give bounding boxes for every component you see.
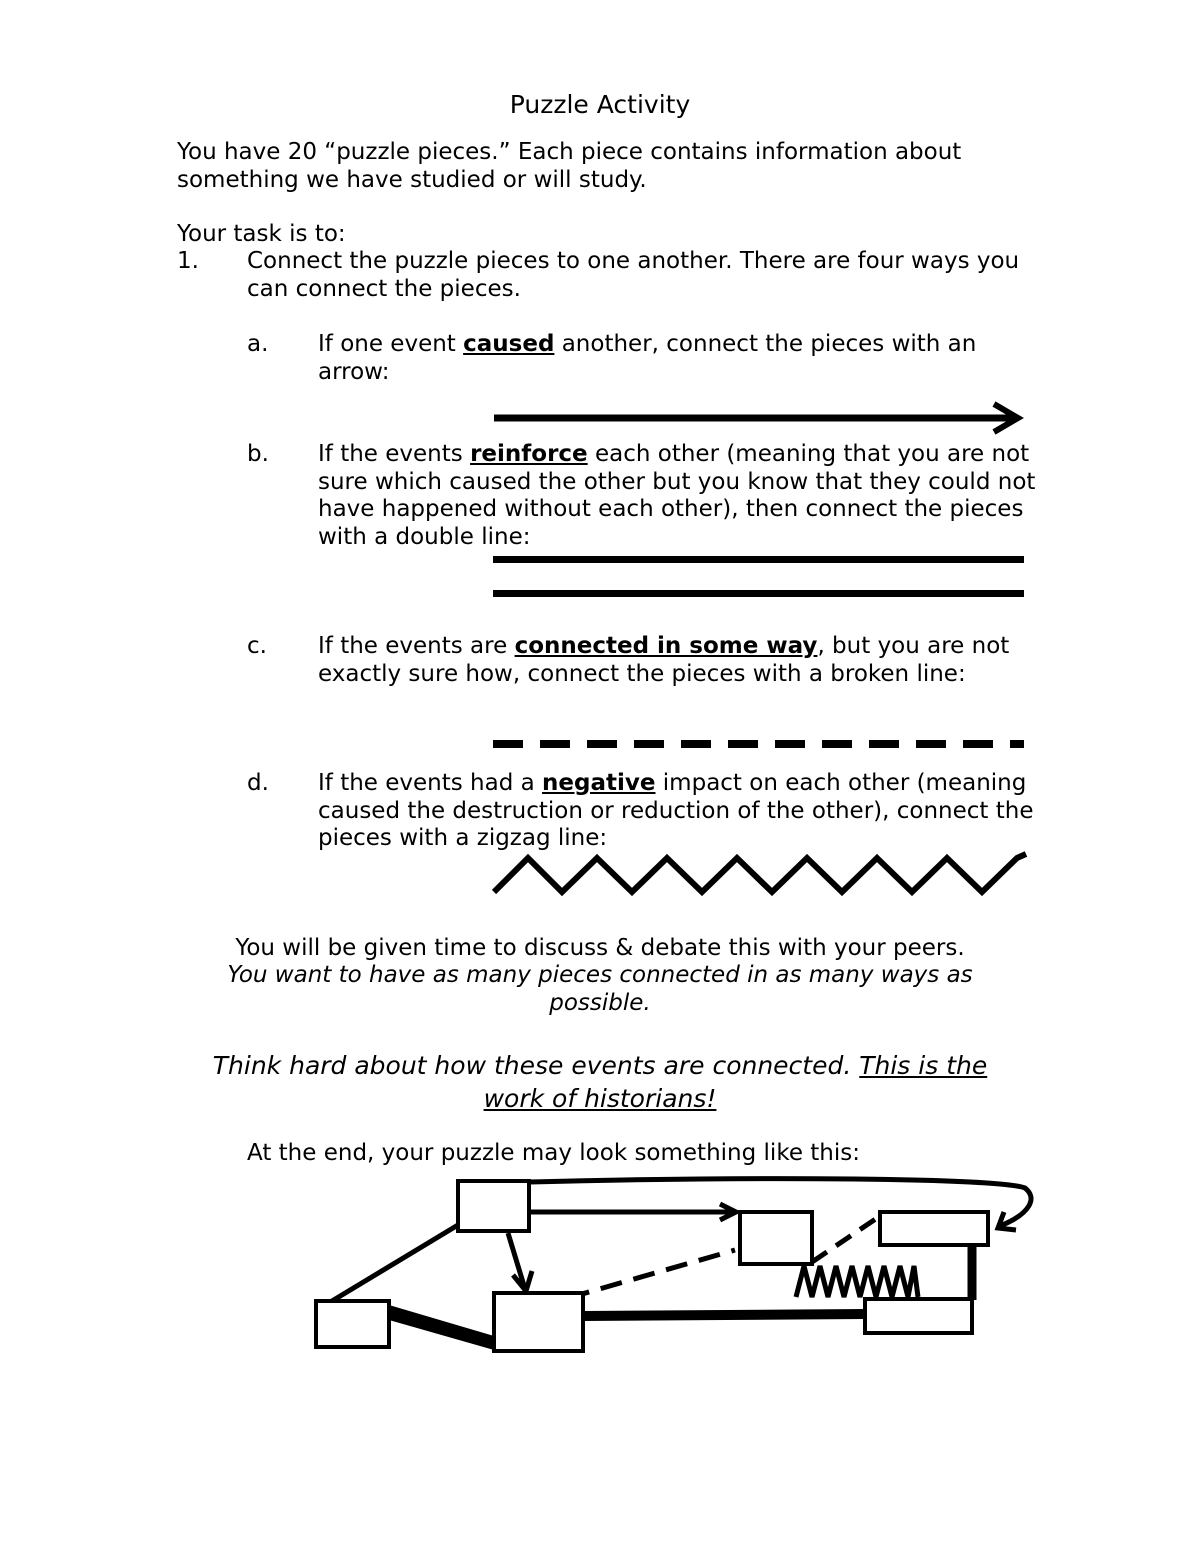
- item-c-keyword: connected in some way: [514, 633, 818, 659]
- item-d-post: impact on each other (meaning caused the destruction or reduction of the other), connect the pieces with a zigzag line:: [318, 770, 1034, 851]
- puzzle-piece-c: [880, 1212, 988, 1245]
- item-d-pre: If the events had a: [318, 770, 543, 796]
- end-text: At the end, your puzzle may look something like this:: [247, 1140, 860, 1166]
- item-b-post: each other (meaning that you are not sure which caused the other but you know that they could not have happened without each other), then connect the pieces with a double line:: [318, 441, 1036, 550]
- item-c-post: , but you are not exactly sure how, connect the pieces with a broken line:: [318, 633, 1010, 687]
- item-b-letter: b.: [247, 441, 269, 467]
- connector-d-e-thick: [584, 1314, 865, 1316]
- item-d-letter: d.: [247, 770, 269, 796]
- item-b-keyword: reinforce: [470, 441, 588, 467]
- discuss-text: You will be given time to discuss & debate this with your peers.: [235, 935, 965, 961]
- think-underlined: This is the work of historians!: [483, 1051, 988, 1113]
- connector-f-d-thick: [389, 1305, 494, 1350]
- item-a-post: another, connect the pieces with an arrow:: [318, 331, 977, 385]
- puzzle-piece-b: [740, 1212, 812, 1264]
- task-label: Your task is to:: [177, 221, 346, 247]
- item-a-pre: If one event: [318, 331, 464, 357]
- connector-b-c-dashed: [812, 1216, 880, 1262]
- puzzle-piece-a: [458, 1181, 529, 1231]
- connector-zigzag: [796, 1266, 918, 1297]
- item-c-pre: If the events are: [318, 633, 515, 659]
- discuss-italic-text: You want to have as many pieces connected in as many ways as possible.: [227, 962, 973, 1016]
- item-a-letter: a.: [247, 331, 269, 357]
- step-number: 1.: [177, 248, 199, 274]
- puzzle-piece-d: [494, 1293, 583, 1351]
- connector-d-c-dashed: [568, 1250, 735, 1298]
- intro-paragraph: You have 20 “puzzle pieces.” Each piece contains information about something we have studied or will study.: [177, 139, 962, 193]
- page-title: Puzzle Activity: [509, 90, 691, 119]
- item-a-keyword: caused: [463, 331, 555, 357]
- item-d-keyword: negative: [542, 770, 656, 796]
- puzzle-piece-f: [316, 1301, 389, 1347]
- item-c-letter: c.: [247, 633, 267, 659]
- connector-a-f: [332, 1225, 458, 1301]
- item-b-pre: If the events: [318, 441, 471, 467]
- step-text: Connect the puzzle pieces to one another. There are four ways you can connect the pieces.: [247, 248, 1020, 302]
- think-plain: Think hard about how these events are connected.: [212, 1051, 860, 1080]
- puzzle-piece-e: [865, 1299, 972, 1333]
